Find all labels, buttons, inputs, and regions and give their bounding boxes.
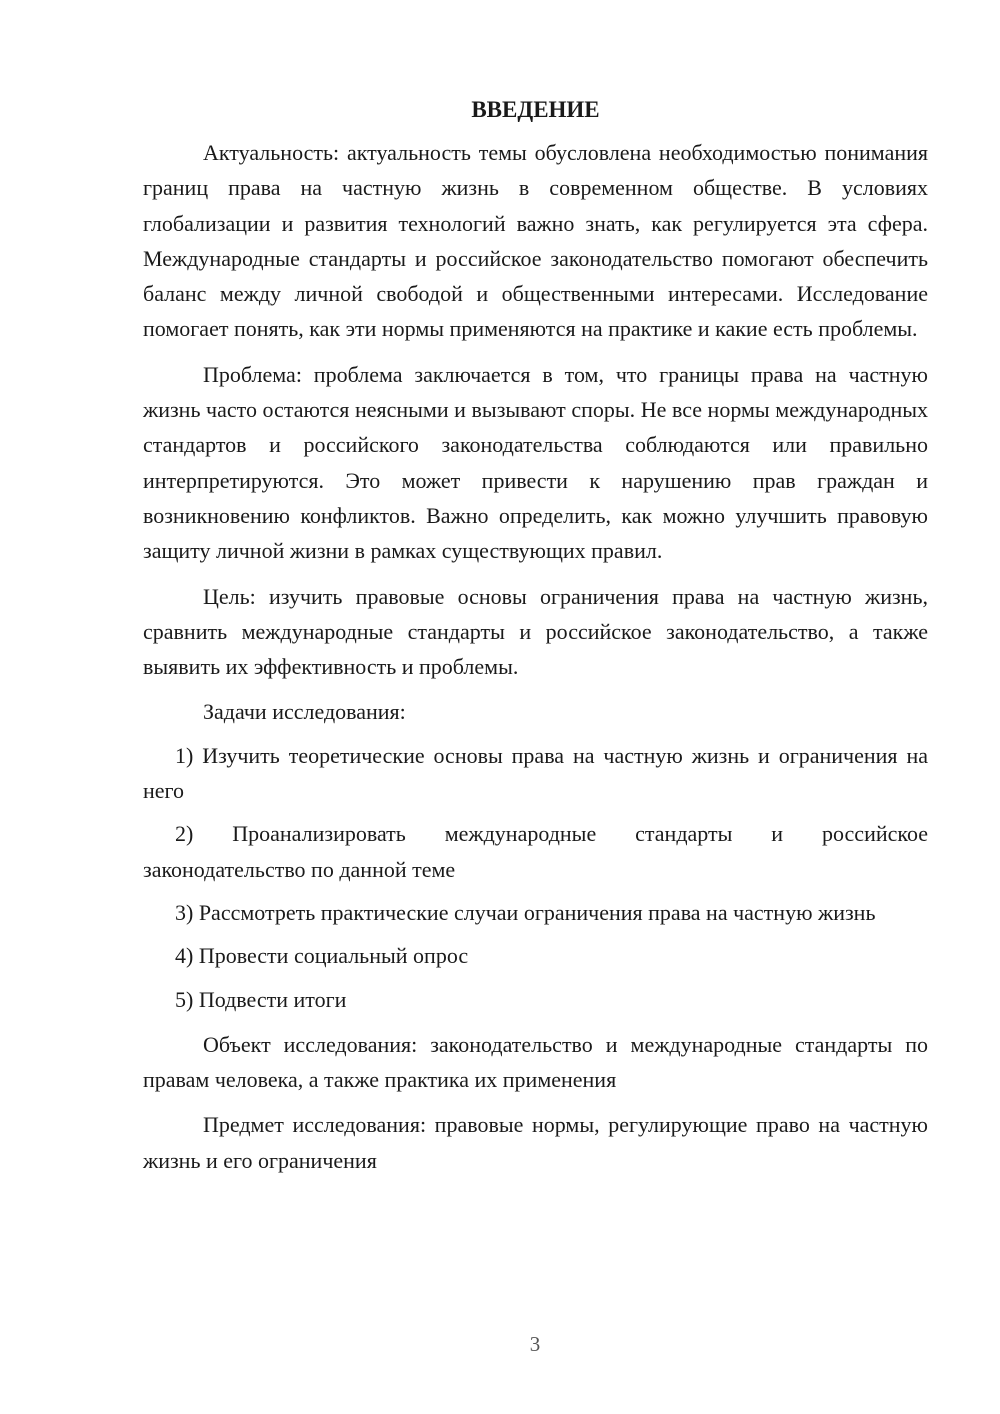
paragraph-problem: Проблема: проблема заключается в том, что границы права на частную жизнь часто остаются неясными и вызывают споры. Не все нормы международных стандартов и российского законодательства соблюдаются или правильно интерпретируются. Это может привести к нарушению прав граждан и возникновению конфликтов. Важно определить, как можно улучшить правовую защиту личной жизни в рамках существующих правил.: [143, 361, 928, 564]
document-page: [143, 92, 928, 1178]
task-item-3: 3) Рассмотреть практические случаи ограничения права на частную жизнь: [175, 899, 876, 925]
page-number: 3: [529, 1332, 541, 1356]
task-item-2: 2) Проанализировать международные стандарты и российское законодательство по данной теме: [143, 821, 928, 882]
paragraph-object: Объект исследования: законодательство и международные стандарты по правам человека, а также практика их применения: [143, 1031, 928, 1093]
task-item-4: 4) Провести социальный опрос: [175, 943, 469, 969]
paragraph-goal: Цель: изучить правовые основы ограничения права на частную жизнь, сравнить международные стандарты и российское законодательство, а также выявить их эффективность и проблемы.: [143, 583, 928, 680]
task-item-5: 5) Подвести итоги: [175, 986, 347, 1012]
paragraph-relevance: Актуальность: актуальность темы обусловлена необходимостью понимания границ права на частную жизнь в современном обществе. В условиях глобализации и развития технологий важно знать, как регулируется эта сфера. Международные стандарты и российское законодательство помогают обеспечить баланс между личной свободой и общественными интересами. Исследование помогает понять, как эти нормы применяются на практике и какие есть проблемы.: [143, 140, 928, 342]
section-title: ВВЕДЕНИЕ: [471, 97, 600, 122]
paragraph-subject: Предмет исследования: правовые нормы, регулирующие право на частную жизнь и его ограничения: [143, 1112, 928, 1173]
task-item-1: 1) Изучить теоретические основы права на частную жизнь и ограничения на него: [143, 742, 928, 804]
tasks-heading: Задачи исследования:: [203, 699, 406, 725]
